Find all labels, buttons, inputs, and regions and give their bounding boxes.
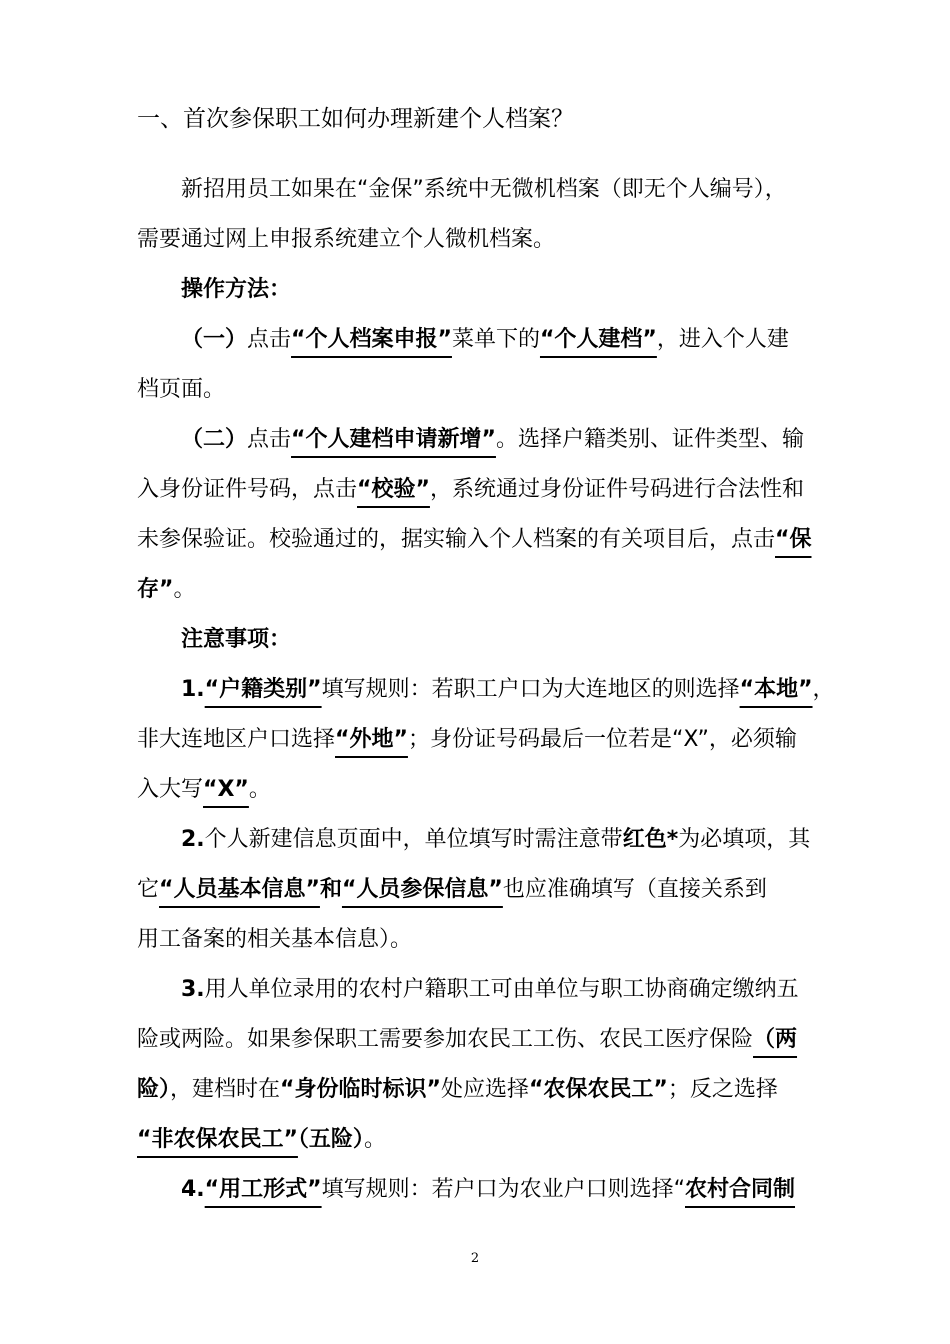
step2-save-part-2: 存”	[137, 577, 174, 602]
note3-five-risk: （五险）	[297, 1127, 364, 1152]
note3-line-2	[137, 1022, 797, 1058]
note3-text-2: 险或两险。如果参保职工需要参加农民工工伤、农民工医疗保险	[137, 1027, 754, 1052]
step2-prefix: （二）	[181, 427, 248, 452]
note2-line-1	[181, 822, 810, 858]
method-title: 操作方法：	[181, 277, 292, 302]
note3-rural-worker: “农保农民工”	[528, 1077, 668, 1102]
note3-text-3: ，建档时在	[170, 1077, 281, 1102]
note2-line-3: 用工备案的相关基本信息）。	[137, 927, 413, 952]
step2-line-1	[181, 422, 804, 458]
note2-text-3: 它	[137, 877, 160, 902]
note3-text-4: 处应选择	[440, 1077, 529, 1102]
note1-local: “本地”	[739, 677, 813, 702]
page-number: 2	[470, 1251, 480, 1266]
note4-rural-contract: 农村合同制	[685, 1177, 796, 1202]
step2-text-3: 入身份证件号码，点击	[137, 477, 358, 502]
intro-line-2: 需要通过网上申报系统建立个人微机档案。	[137, 227, 556, 252]
note4-field-name: “用工形式”	[204, 1177, 322, 1202]
note1-line-1	[181, 672, 835, 708]
note2-and: 和	[319, 877, 342, 902]
step1-item-name: “个人建档”	[539, 327, 657, 352]
note2-text-2: 为必填项，其	[678, 827, 811, 852]
step2-text-2: 。选择户籍类别、证件类型、输	[495, 427, 804, 452]
note1-text-6: 。	[248, 777, 271, 802]
note3-identity-flag: “身份临时标识”	[280, 1077, 441, 1102]
note3-line-3	[137, 1072, 778, 1108]
note2-red-mark: 红色*	[622, 827, 679, 852]
step2-line-4	[137, 572, 195, 608]
step1-text-3: ，进入个人建	[656, 327, 789, 352]
note3-line-1	[181, 972, 799, 1008]
note3-line-4	[137, 1122, 386, 1158]
note1-text-3: 非大连地区户口选择	[137, 727, 336, 752]
note1-x: “X”	[203, 777, 249, 802]
note3-two-risk-1: （两	[753, 1027, 798, 1052]
step1-text-1: 点击	[247, 327, 292, 352]
section-heading: 一、首次参保职工如何办理新建个人档案？	[137, 106, 574, 132]
note1-num: 1.	[181, 677, 205, 702]
note3-non-rural-worker: “非农保农民工”	[137, 1127, 298, 1152]
step1-line-2: 档页面。	[137, 377, 226, 402]
step2-line-3	[137, 522, 811, 558]
note3-text-5: ；反之选择	[667, 1077, 778, 1102]
step2-verify-name: “校验”	[357, 477, 430, 502]
note2-num: 2.	[181, 827, 205, 852]
note3-text-1: 用人单位录用的农村户籍职工可由单位与职工协商确定缴纳五	[204, 977, 799, 1002]
step2-text-6: 。	[173, 577, 196, 602]
step2-line-2	[137, 472, 804, 508]
step1-menu-name: “个人档案申报”	[291, 327, 452, 352]
step2-text-4: ，系统通过身份证件号码进行合法性和	[429, 477, 804, 502]
note1-nonlocal: “外地”	[335, 727, 408, 752]
note3-num: 3.	[181, 977, 205, 1002]
note4-text-1: 填写规则：若户口为农业户口则选择“	[321, 1177, 685, 1202]
note4-num: 4.	[181, 1177, 205, 1202]
step2-save-part-1: “保	[775, 527, 812, 552]
note2-text-1: 个人新建信息页面中，单位填写时需注意带	[204, 827, 623, 852]
note3-two-risk-2: 险）	[137, 1077, 171, 1102]
step2-button-name: “个人建档申请新增”	[291, 427, 496, 452]
note1-text-5: 入大写	[137, 777, 204, 802]
note3-text-6: 。	[363, 1127, 386, 1152]
note1-line-3	[137, 772, 271, 808]
note1-line-2	[137, 722, 797, 758]
note2-line-2	[137, 872, 767, 908]
note1-text-1: 填写规则：若职工户口为大连地区的则选择	[321, 677, 740, 702]
note1-text-2: ，	[812, 677, 835, 702]
step2-text-1: 点击	[247, 427, 292, 452]
step1-line-1	[181, 322, 789, 358]
step2-text-5: 未参保验证。校验通过的，据实输入个人档案的有关项目后，点击	[137, 527, 776, 552]
notes-title: 注意事项：	[181, 627, 292, 652]
note4-line-1	[181, 1172, 795, 1208]
step1-text-2: 菜单下的	[451, 327, 540, 352]
note2-basic-info: “人员基本信息”	[159, 877, 320, 902]
note1-text-4: ；身份证号码最后一位若是“X”，必须输	[407, 727, 797, 752]
note2-text-4: 也应准确填写（直接关系到	[502, 877, 767, 902]
note2-insurance-info: “人员参保信息”	[341, 877, 503, 902]
intro-line-1: 新招用员工如果在“金保”系统中无微机档案（即无个人编号），	[181, 177, 787, 202]
step1-prefix: （一）	[181, 327, 248, 352]
note1-field-name: “户籍类别”	[204, 677, 322, 702]
